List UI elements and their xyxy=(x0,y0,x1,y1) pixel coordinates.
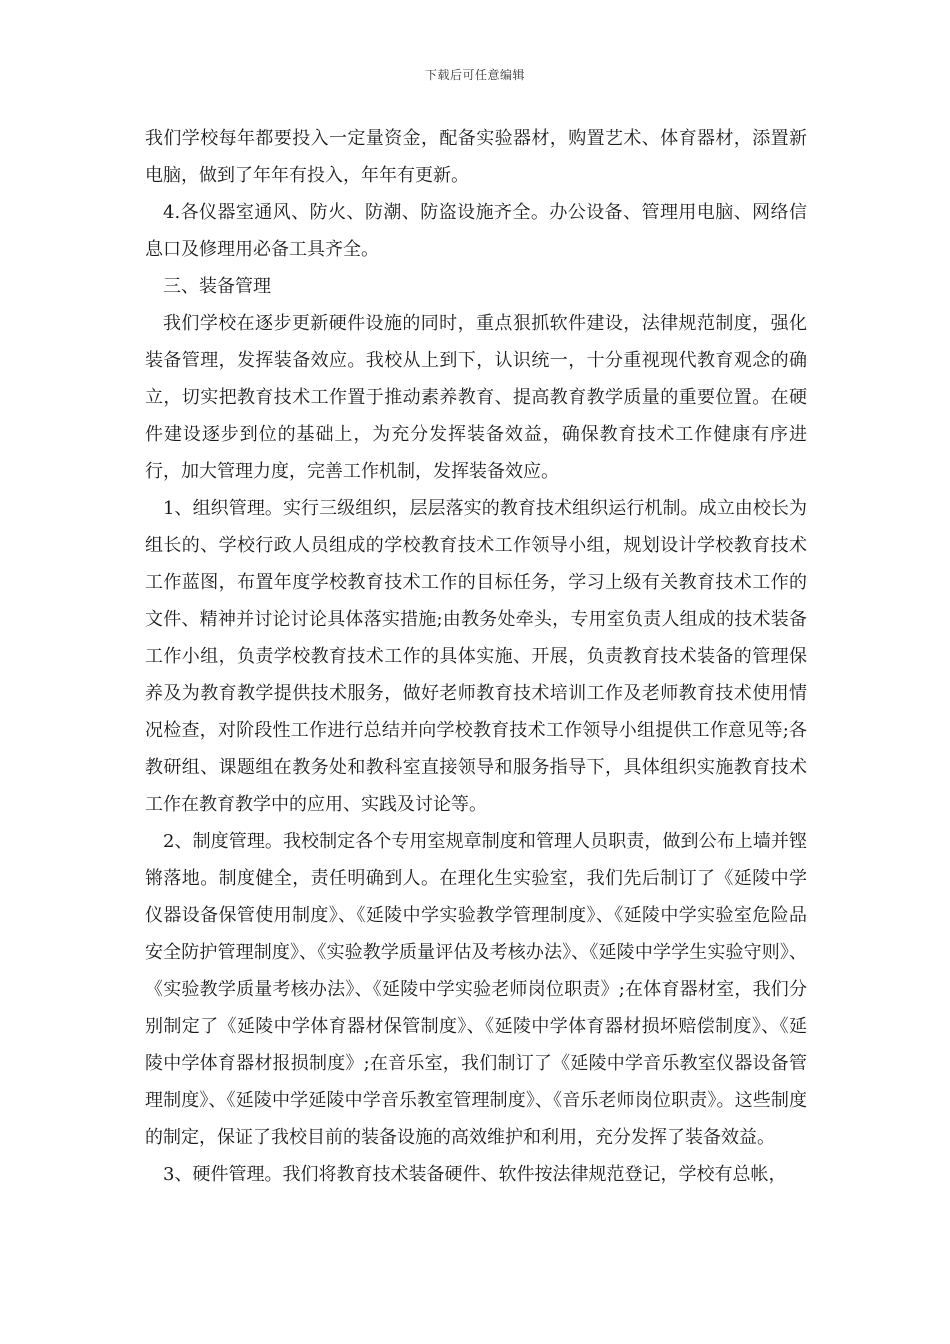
document-body xyxy=(145,120,807,1193)
section-heading-equipment-management: 三、装备管理 xyxy=(163,276,271,297)
paragraph-funding: 我们学校每年都要投入一定量资金，配备实验器材，购置艺术、体育器材，添置新电脑，做到了年年有投入，年年有更新。 xyxy=(145,128,807,186)
page-header-note: 下载后可任意编辑 xyxy=(424,68,525,82)
paragraph-organization-management: 1、组织管理。实行三级组织，层层落实的教育技术组织运行机制。成立由校长为组长的、学校行政人员组成的学校教育技术工作领导小组，规划设计学校教育技术工作蓝图，布置年度学校教育技术工作的目标任务，学习上级有关教育技术工作的文件、精神并讨论讨论具体落实措施;由教务处牵头，专用室负责人组成的技术装备工作小组，负责学校教育技术工作的具体实施、开展，负责教育技术装备的管理保养及为教育教学提供技术服务，做好老师教育技术培训工作及老师教育技术使用情况检查，对阶段性工作进行总结并向学校教育技术工作领导小组提供工作意见等;各教研组、课题组在教务处和教科室直接领导和服务指导下，具体组织实施教育技术工作在教育教学中的应用、实践及讨论等。 xyxy=(145,498,807,815)
paragraph-item-4: 4.各仪器室通风、防火、防潮、防盗设施齐全。办公设备、管理用电脑、网络信息口及修理用必备工具齐全。 xyxy=(145,202,807,260)
paragraph-management-overview: 我们学校在逐步更新硬件设施的同时，重点狠抓软件建设，法律规范制度，强化装备管理，发挥装备效应。我校从上到下，认识统一，十分重视现代教育观念的确立，切实把教育技术工作置于推动素养教育、提高教育教学质量的重要位置。在硬件建设逐步到位的基础上，为充分发挥装备效益，确保教育技术工作健康有序进行，加大管理力度，完善工作机制，发挥装备效应。 xyxy=(145,313,807,482)
paragraph-system-management: 2、制度管理。我校制定各个专用室规章制度和管理人员职责，做到公布上墙并铿锵落地。制度健全，责任明确到人。在理化生实验室，我们先后制订了《延陵中学仪器设备保管使用制度》、《延陵中学实验教学管理制度》、《延陵中学实验室危险品安全防护管理制度》、《实验教学质量评估及考核办法》、《延陵中学学生实验守则》、《实验教学质量考核办法》、《延陵中学实验老师岗位职责》;在体育器材室，我们分别制定了《延陵中学体育器材保管制度》、《延陵中学体育器材损坏赔偿制度》、《延陵中学体育器材报损制度》;在音乐室，我们制订了《延陵中学音乐教室仪器设备管理制度》、《延陵中学延陵中学音乐教室管理制度》、《音乐老师岗位职责》。这些制度的制定，保证了我校目前的装备设施的高效维护和利用，充分发挥了装备效益。 xyxy=(145,831,807,1148)
paragraph-hardware-management: 3、硬件管理。我们将教育技术装备硬件、软件按法律规范登记，学校有总帐， xyxy=(163,1164,787,1185)
